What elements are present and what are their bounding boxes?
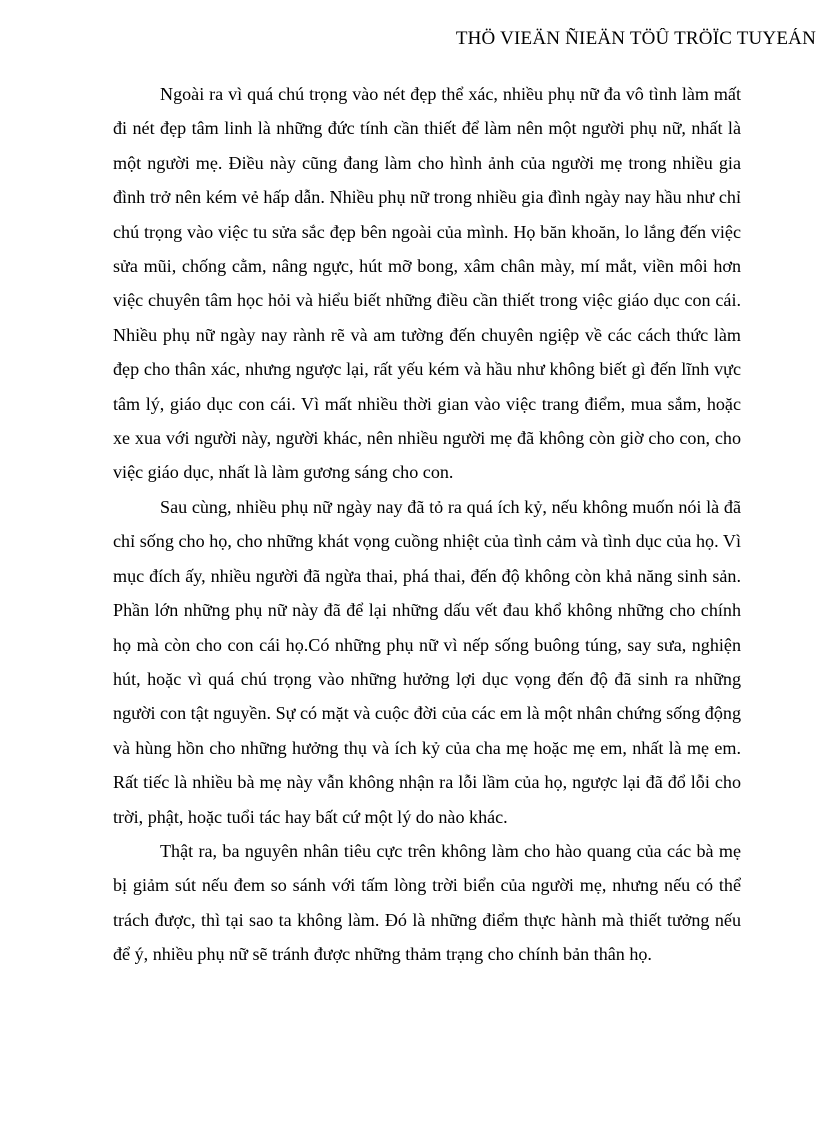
document-body (113, 77, 741, 972)
paragraph-3: Thật ra, ba nguyên nhân tiêu cực trên không làm cho hào quang của các bà mẹ bị giảm sút nếu đem so sánh với tấm lòng trời biển của người mẹ, nhưng nếu có thể trách được, thì tại sao ta không làm. Đó là những điểm thực hành mà thiết tưởng nếu để ý, nhiều phụ nữ sẽ tránh được những thảm trạng cho chính bản thân họ. (113, 840, 741, 965)
paragraph-2: Sau cùng, nhiều phụ nữ ngày nay đã tỏ ra quá ích kỷ, nếu không muốn nói là đã chỉ sống cho họ, cho những khát vọng cuồng nhiệt của tình cảm và tình dục của họ. Vì mục đích ấy, nhiều người đã ngừa thai, phá thai, đến độ không còn khả năng sinh sản. Phần lớn những phụ nữ này đã để lại những dấu vết đau khổ không những cho chính họ mà còn cho con cái họ.Có những phụ nữ vì nếp sống buông túng, say sưa, nghiện hút, hoặc vì quá chú trọng vào những hưởng lợi dục vọng đến độ đã sinh ra những người con tật nguyền. Sự có mặt và cuộc đời của các em là một nhân chứng sống động và hùng hồn cho những hưởng thụ và ích kỷ của cha mẹ hoặc mẹ em, nhất là mẹ em. Rất tiếc là nhiều bà mẹ này vẫn không nhận ra lỗi lầm của họ, ngược lại đã đổ lỗi cho trời, phật, hoặc tuổi tác hay bất cứ một lý do nào khác. (113, 496, 741, 827)
page-header: THÖ VIEÄN ÑIEÄN TÖÛ TRÖÏC TUYEÁN (455, 28, 816, 49)
paragraph-1: Ngoài ra vì quá chú trọng vào nét đẹp thể xác, nhiều phụ nữ đa vô tình làm mất đi nét đẹp tâm linh là những đức tính cần thiết để làm nên một người phụ nữ, nhất là một người mẹ. Điều này cũng đang làm cho hình ảnh của người mẹ trong nhiều gia đình trở nên kém vẻ hấp dẫn. Nhiều phụ nữ trong nhiều gia đình ngày nay hầu như chỉ chú trọng vào việc tu sửa sắc đẹp bên ngoài của mình. Họ băn khoăn, lo lắng đến việc sửa mũi, chống cằm, nâng ngực, hút mỡ bong, xâm chân mày, mí mắt, viền môi hơn việc chuyên tâm học hỏi và hiểu biết những điều cần thiết trong việc giáo dục con cái. Nhiều phụ nữ ngày nay rành rẽ và am tường đến chuyên ngiệp về các cách thức làm đẹp cho thân xác, nhưng ngược lại, rất yếu kém và hầu như không biết gì đến lĩnh vực tâm lý, giáo dục con cái. Vì mất nhiều thời gian vào việc trang điểm, mua sắm, hoặc xe xua với người này, người khác, nên nhiều người mẹ đã không còn giờ cho con, cho việc giáo dục, nhất là làm gương sáng cho con. (113, 84, 741, 483)
